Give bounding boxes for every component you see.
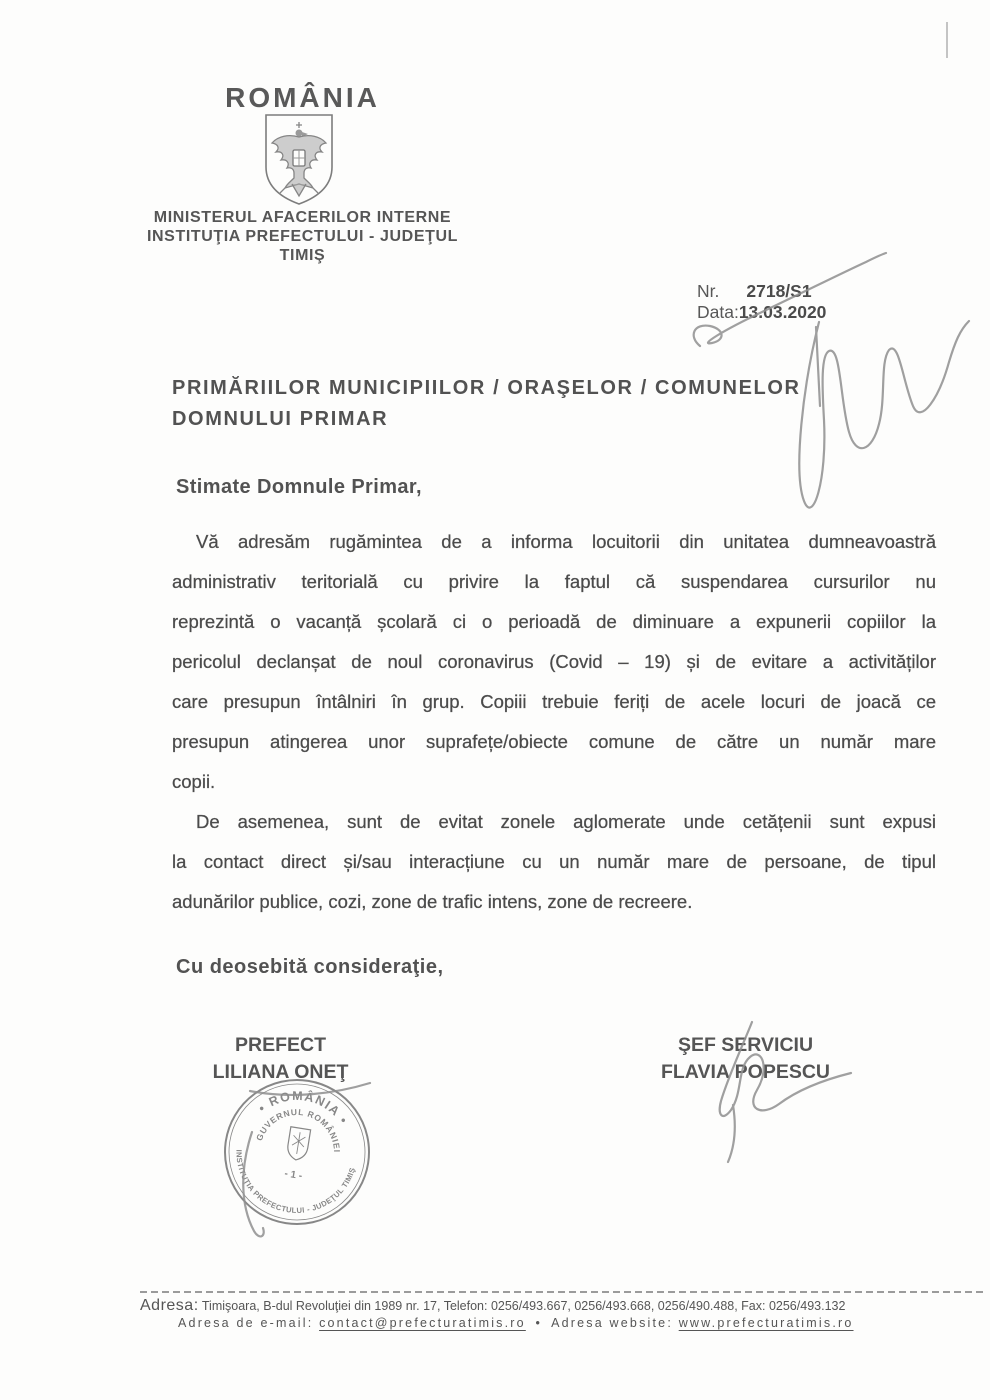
- country-title: ROMÂNIA: [225, 82, 380, 113]
- addressee-line1: PRIMĂRIILOR MUNICIPIILOR / ORAŞELOR / COMUNELOR: [172, 377, 801, 399]
- prefect-name: LILIANA ONEŢ: [212, 1061, 349, 1083]
- email-address: contact@prefecturatimis.ro: [319, 1316, 526, 1330]
- ministry-line2: INSTITUŢIA PREFECTULUI - JUDEŢUL: [146, 228, 459, 245]
- data-label: Data:: [697, 302, 739, 322]
- nr-value: 2718/S1: [746, 281, 812, 301]
- stamp-center-emblem: [286, 1127, 311, 1162]
- footer-dashed-divider: [140, 1291, 985, 1293]
- paragraph-line: reprezintă o vacanță școlară ci o perioadă de diminuare a expunerii copiilor la: [172, 611, 936, 632]
- website-label: Adresa website:: [551, 1316, 673, 1330]
- data-value: 13.03.2020: [738, 302, 827, 322]
- coat-of-arms-icon: [261, 112, 337, 208]
- paragraph-line: administrativ teritorială cu privire la faptul că suspendarea cursurilor nu: [172, 571, 936, 592]
- body-paragraph-1: [172, 522, 936, 802]
- reference-number-row: [697, 281, 826, 302]
- addressee-block: [172, 373, 801, 435]
- footer-address-line: [140, 1297, 845, 1315]
- signature-block-sef-serviciu: [628, 1032, 863, 1086]
- paragraph-line: pericolul declanșat de noul coronavirus (Covid – 19) și de evitare a activităților: [172, 651, 936, 672]
- address-label: Adresa:: [140, 1297, 199, 1314]
- reference-block: [697, 281, 826, 323]
- footer-separator-dot: •: [535, 1316, 543, 1330]
- ministry-line1: MINISTERUL AFACERILOR INTERNE: [153, 209, 452, 226]
- ministry-name-block: [90, 208, 515, 265]
- prefect-title: PREFECT: [234, 1034, 326, 1056]
- ministry-line3: TIMIŞ: [279, 247, 326, 264]
- paragraph-line: Vă adresăm rugămintea de a informa locuitorii din unitatea dumneavoastră: [196, 531, 936, 552]
- footer-contact-line: [178, 1316, 854, 1330]
- reference-date-row: [697, 302, 826, 323]
- paragraph-line: la contact direct și/sau interacțiune cu un număr mare de persoane, de tipul: [172, 851, 936, 872]
- stamp-top-text: • ROMÂNIA •: [255, 1088, 352, 1128]
- email-label: Adresa de e-mail:: [178, 1316, 314, 1330]
- sef-serviciu-title: ŞEF SERVICIU: [677, 1034, 814, 1056]
- website-address: www.prefecturatimis.ro: [678, 1316, 854, 1330]
- paragraph-line: De asemenea, sunt de evitat zonele aglomerate unde cetățenii sunt expusi: [196, 811, 936, 832]
- addressee-line2: DOMNULUI PRIMAR: [172, 408, 389, 430]
- stamp-center-mark: - 1 -: [283, 1168, 303, 1183]
- stamp-inner-text: GUVERNUL ROMÂNIEI: [253, 1106, 343, 1153]
- stamp-outer-bottom-text: INSTITUŢIA PREFECTULUI - JUDEŢUL TIMIŞ: [234, 1149, 358, 1215]
- paragraph-line: care presupun întâlniri în grup. Copiii trebuie feriți de acele locuri de joacă ce: [172, 691, 936, 712]
- body-paragraph-2: [172, 802, 936, 922]
- paragraph-line: presupun atingerea unor suprafețe/obiecte comune de către un număr mare: [172, 731, 936, 752]
- salutation: Stimate Domnule Primar,: [176, 476, 422, 498]
- scan-artifact-mark: [946, 22, 948, 58]
- sef-serviciu-name: FLAVIA POPESCU: [660, 1061, 831, 1083]
- round-stamp-icon: [213, 1068, 381, 1236]
- address-text: Timişoara, B-dul Revoluţiei din 1989 nr. 17, Telefon: 0256/493.667, 0256/493.668, 0256/490.488, Fax: 0256/493.132: [201, 1299, 846, 1313]
- nr-label: Nr.: [697, 281, 720, 301]
- paragraph-line: copii.: [172, 771, 216, 792]
- closing-formula: Cu deosebită consideraţie,: [176, 956, 444, 978]
- paragraph-line: adunărilor publice, cozi, zone de trafic intens, zone de recreere.: [172, 891, 693, 912]
